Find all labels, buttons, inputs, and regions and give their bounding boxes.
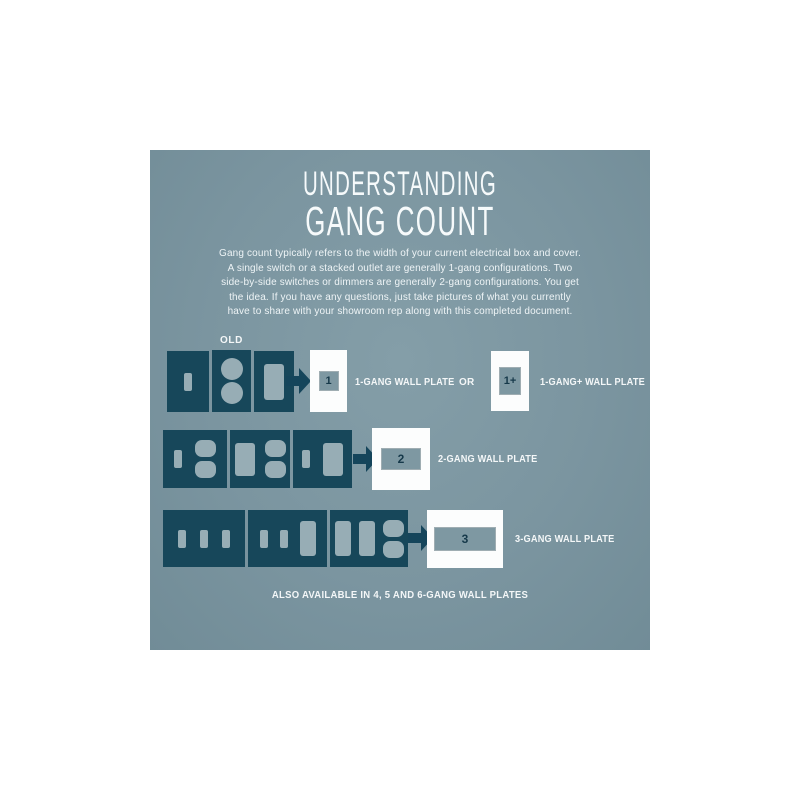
device-box-toggle-and-outlet [163,430,227,488]
duplex-outlet-icon [383,520,404,558]
wall-plate-2-gang [372,428,430,490]
page-title-line-1: UNDERSTANDING [302,164,498,203]
toggle-switch-icon [184,373,192,391]
old-round-outlet-icon [221,358,243,404]
old-outlet-tag: OLD [220,335,243,346]
toggle-switch-icon [302,450,310,468]
infographic-panel [150,150,650,650]
page-title-line-2: GANG COUNT [305,198,495,244]
device-box-toggle-and-rocker [293,430,352,488]
device-box-three-toggles [163,510,245,567]
toggle-switch-icon [260,530,268,548]
gang-count-tile: 1+ [499,367,521,395]
availability-note: ALSO AVAILABLE IN 4, 5 AND 6-GANG WALL PLATES [271,590,529,601]
wall-plate-1-gang-plus [491,351,529,411]
toggle-switch-icon [222,530,230,548]
plate-label-1-gang: 1-GANG WALL PLATE [355,377,455,388]
wall-plate-1-gang [310,350,347,412]
device-box-two-rockers-one-outlet [330,510,408,567]
toggle-switch-icon [200,530,208,548]
plate-label-1-gang-plus: 1-GANG+ WALL PLATE [540,377,645,388]
toggle-switch-icon [178,530,186,548]
gang-count-tile: 3 [434,527,496,551]
right-arrow-icon [286,368,311,394]
rocker-switch-icon [359,521,375,556]
device-box-old-round-outlet [212,350,251,412]
device-box-rocker-and-outlet [230,430,290,488]
device-box-two-toggles-one-rocker [248,510,327,567]
toggle-switch-icon [174,450,182,468]
plate-label-3-gang: 3-GANG WALL PLATE [515,534,615,545]
duplex-outlet-icon [195,440,216,478]
duplex-outlet-icon [265,440,286,478]
toggle-switch-icon [280,530,288,548]
rocker-switch-icon [235,443,255,476]
rocker-switch-icon [300,521,316,556]
device-box-toggle-switch [167,351,209,412]
or-label: OR [459,377,475,388]
rocker-switch-icon [323,443,343,476]
gang-count-tile: 1 [319,371,339,391]
gang-count-tile: 2 [381,448,421,470]
plate-label-2-gang: 2-GANG WALL PLATE [438,454,538,465]
rocker-switch-icon [335,521,351,556]
intro-paragraph: Gang count typically refers to the width of your current electrical box and cover. A single switch or a stacked outlet are generally 1-gang configurations. Two side-by-side switches or dimmers are generally 2-gang configurations. You get the idea. If you have any questions, just take pictures of what you currently have to share with your showroom rep along with this completed document. [219,248,581,317]
rocker-switch-icon [264,364,284,400]
wall-plate-3-gang [427,510,503,568]
